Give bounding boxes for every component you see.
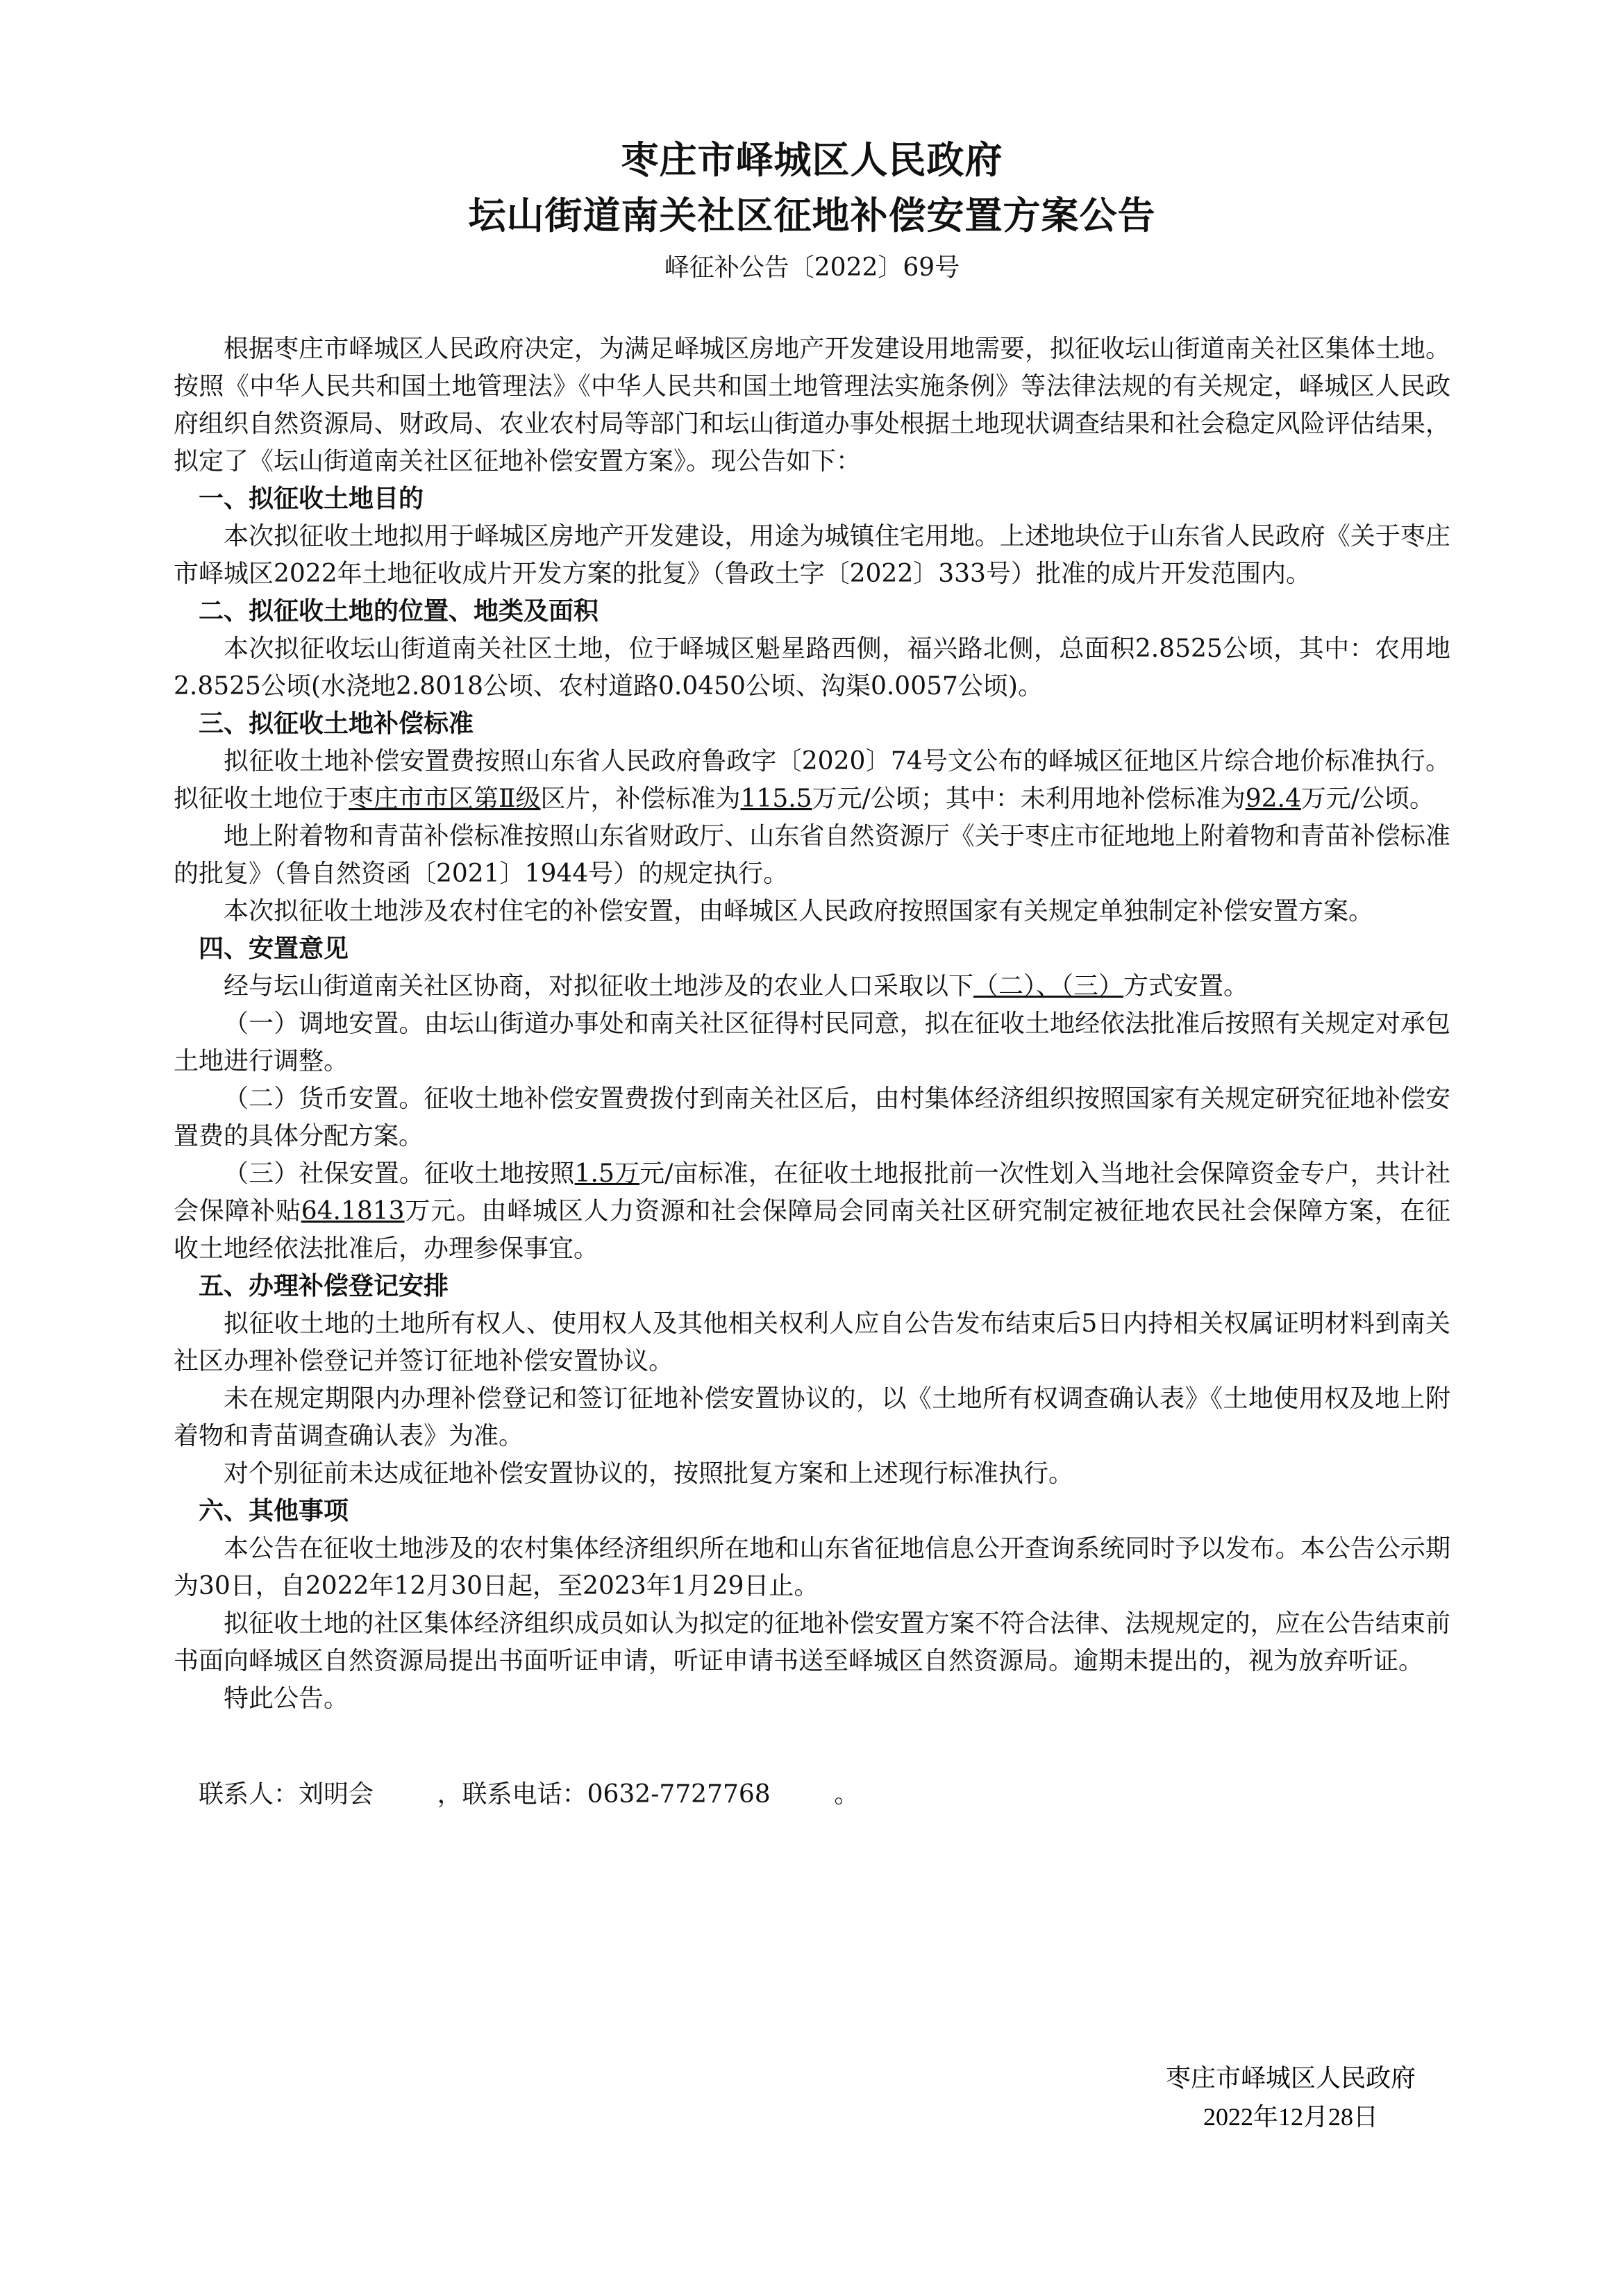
contact-name: 刘明会: [299, 1780, 374, 1809]
section-5-heading: 五、办理补偿登记安排: [199, 1272, 449, 1300]
section-3-paragraph-2: 地上附着物和青苗补偿标准按照山东省财政厅、山东省自然资源厅《关于枣庄市征地地上附着物和青苗补偿标准的批复》（鲁自然资函〔2021〕1944号）的规定执行。: [174, 822, 1450, 888]
section-2-heading: 二、拟征收土地的位置、地类及面积: [199, 597, 599, 626]
section-6-paragraph-2: 拟征收土地的社区集体经济组织成员如认为拟定的征地补偿安置方案不符合法律、法规规定的，应在公告结束前书面向峄城区自然资源局提出书面听证申请，听证申请书送至峄城区自然资源局。逾期未提出的，视为放弃听证。: [174, 1609, 1450, 1675]
zone-level: 枣庄市市区第Ⅱ级: [349, 785, 541, 813]
section-4-paragraph-1: 经与坛山街道南关社区协商，对拟征收土地涉及的农业人口采取以下（二）、（三）方式安置。: [224, 972, 1249, 1000]
section-3-heading: 三、拟征收土地补偿标准: [199, 710, 474, 738]
section-6-heading: 六、其他事项: [199, 1497, 349, 1525]
social-security-total: 64.1813: [301, 1197, 405, 1225]
section-6-paragraph-1: 本公告在征收土地涉及的农村集体经济组织所在地和山东省征地信息公开查询系统同时予以发布。本公告公示期为30日，自2022年12月30日起，至2023年1月29日止。: [174, 1534, 1450, 1600]
unused-land-standard: 92.4: [1245, 785, 1301, 813]
section-3-paragraph-3: 本次拟征收土地涉及农村住宅的补偿安置，由峄城区人民政府按照国家有关规定单独制定补偿安置方案。: [224, 897, 1374, 925]
social-security-rate: 1.5万: [574, 1159, 640, 1188]
closing-statement: 特此公告。: [224, 1684, 349, 1713]
section-4-paragraph-2: （一）调地安置。由坛山街道办事处和南关社区征得村民同意，拟在征收土地经依法批准后按照有关规定对承包土地进行调整。: [174, 1009, 1450, 1075]
contact-line: 联系人：刘明会 ，联系电话：0632-7727768 。: [199, 1780, 860, 1809]
section-5-paragraph-2: 未在规定期限内办理补偿登记和签订征地补偿安置协议的，以《土地所有权调查确认表》《土地使用权及地上附着物和青苗调查确认表》为准。: [174, 1384, 1450, 1450]
document-number: 峄征补公告〔2022〕69号: [664, 253, 960, 282]
section-3-paragraph-1: 拟征收土地补偿安置费按照山东省人民政府鲁政字〔2020〕74号文公布的峄城区征地区片综合地价标准执行。拟征收土地位于枣庄市市区第Ⅱ级区片，补偿标准为115.5万元/公顷；其中：未利用地补偿标准为92.4万元/公顷。: [174, 747, 1450, 813]
issuing-authority: 枣庄市峄城区人民政府: [1165, 2064, 1416, 2092]
section-4-paragraph-4: （三）社保安置。征收土地按照1.5万元/亩标准，在征收土地报批前一次性划入当地社会保障资金专户，共计社会保障补贴64.1813万元。由峄城区人力资源和社会保障局会同南关社区研究制定被征地农民社会保障方案，在征收土地经依法批准后，办理参保事宜。: [174, 1159, 1450, 1263]
section-2-paragraph: 本次拟征收坛山街道南关社区土地，位于峄城区魁星路西侧，福兴路北侧，总面积2.8525公顷，其中：农用地2.8525公顷(水浇地2.8018公顷、农村道路0.0450公顷、沟渠0.0057公顷)。: [174, 635, 1450, 701]
issue-date: 2022年12月28日: [1203, 2103, 1378, 2131]
intro-paragraph: 根据枣庄市峄城区人民政府决定，为满足峄城区房地产开发建设用地需要，拟征收坛山街道南关社区集体土地。按照《中华人民共和国土地管理法》《中华人民共和国土地管理法实施条例》等法律法规的有关规定，峄城区人民政府组织自然资源局、财政局、农业农村局等部门和坛山街道办事处根据土地现状调查结果和社会稳定风险评估结果，拟定了《坛山街道南关社区征地补偿安置方案》。现公告如下：: [174, 335, 1450, 476]
compensation-standard: 115.5: [740, 785, 812, 813]
title-line-2: 坛山街道南关社区征地补偿安置方案公告: [468, 193, 1156, 237]
section-5-paragraph-1: 拟征收土地的土地所有权人、使用权人及其他相关权利人应自公告发布结束后5日内持相关权属证明材料到南关社区办理补偿登记并签订征地补偿安置协议。: [174, 1309, 1450, 1375]
section-1-heading: 一、拟征收土地目的: [199, 485, 424, 513]
section-4-heading: 四、安置意见: [199, 935, 349, 963]
title-line-1: 枣庄市峄城区人民政府: [621, 137, 1003, 182]
section-1-paragraph: 本次拟征收土地拟用于峄城区房地产开发建设，用途为城镇住宅用地。上述地块位于山东省人民政府《关于枣庄市峄城区2022年土地征收成片开发方案的批复》（鲁政土字〔2022〕333号）批准的成片开发范围内。: [174, 522, 1450, 588]
resettlement-methods: （二）、（三）: [973, 972, 1124, 1000]
contact-phone: 0632-7727768: [587, 1780, 771, 1809]
signature-block: [1166, 2059, 1416, 2136]
section-4-paragraph-3: （二）货币安置。征收土地补偿安置费拨付到南关社区后，由村集体经济组织按照国家有关规定研究征地补偿安置费的具体分配方案。: [174, 1084, 1450, 1150]
section-5-paragraph-3: 对个别征前未达成征地补偿安置协议的，按照批复方案和上述现行标准执行。: [224, 1459, 1074, 1488]
